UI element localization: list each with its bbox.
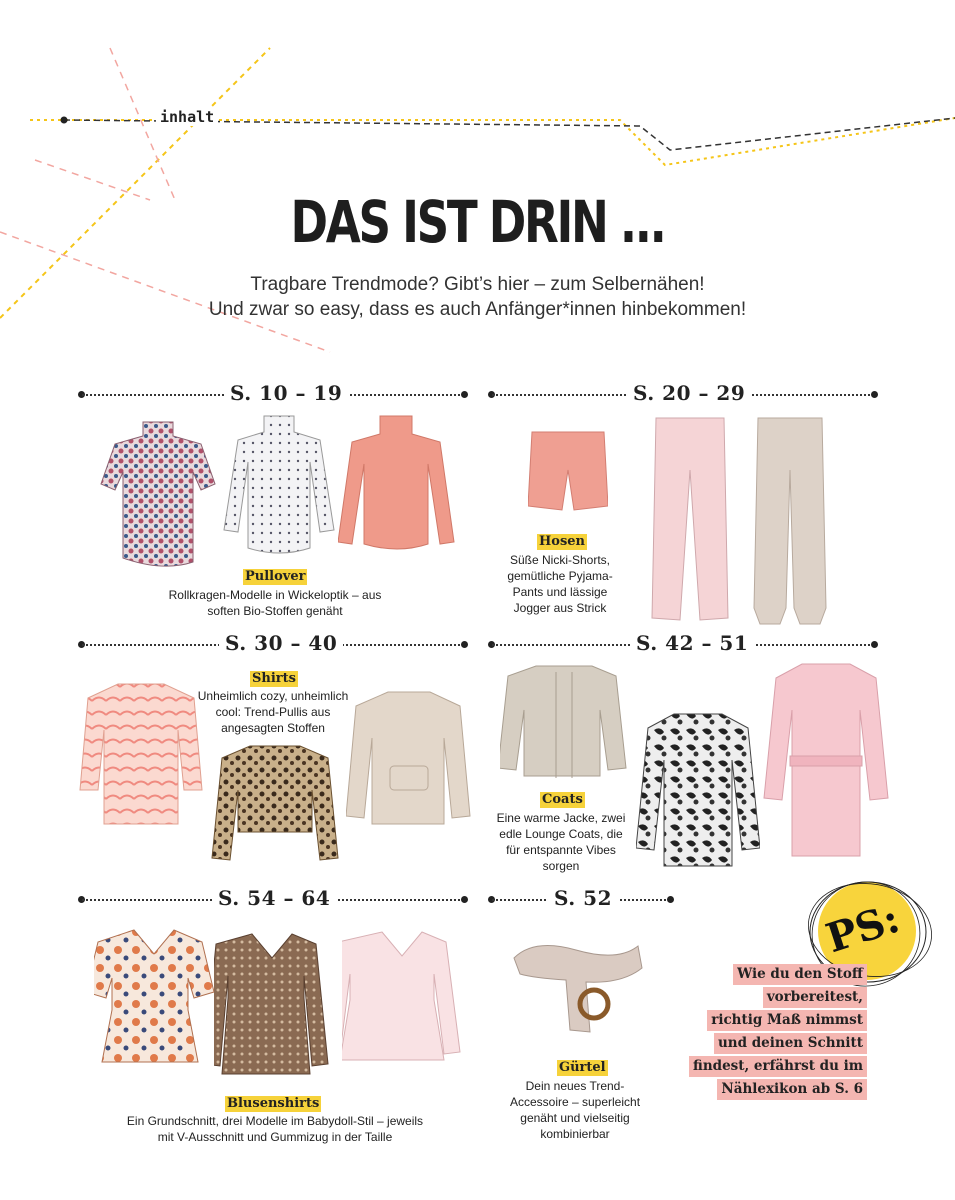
knit-jogger-image [750,414,830,628]
rose-blouse-image [342,928,462,1070]
brown-dot-blouse-image [214,930,330,1076]
intro-text [0,272,955,322]
nicki-shorts-image [528,428,608,514]
page-range-label: S. 20 – 29 [627,381,751,405]
wrap-turtleneck-print-image [98,418,218,568]
page-title: DAS IST DRIN ... [290,188,665,256]
teddy-pulli-image [346,688,472,830]
category-description: Rollkragen-Modelle in Wickeloptik – aus soften Bio-Stoffen genäht [168,588,382,618]
ps-line: Nählexikon ab S. 6 [717,1079,867,1100]
animal-print-coat-image [636,710,760,868]
category-label-hosen: Hosen [539,534,585,549]
ps-line: Wie du den Stoff [733,964,867,985]
page-range-label: S. 52 [548,886,618,910]
category-label-shirts: Shirts [252,671,296,686]
ps-label: PS: [820,894,906,963]
category-label-guertel: Gürtel [559,1060,606,1075]
category-label-coats: Coats [542,792,583,807]
category-label-blusenshirts: Blusenshirts [227,1096,320,1111]
pink-pattern-pulli-image [78,680,204,830]
belt-image [508,938,648,1046]
wrap-turtleneck-white-image [222,412,337,562]
category-description: Eine warme Jacke, zwei edle Lounge Coats, die für entspannte Vibes sorgen [496,811,626,873]
leopard-pulli-image [210,742,340,872]
category-description: Süße Nicki-Shorts, gemütliche Pyjama- Pants und lässige Jogger aus Strick [507,553,613,615]
page-range-label: S. 30 – 40 [219,631,343,655]
ps-text [689,964,867,1102]
ps-line: und deinen Schnitt [714,1033,867,1054]
intro-line-2: Und zwar so easy, dass es auch Anfänger*innen hinbekommen! [208,299,747,320]
teddy-jacket-image [500,662,628,780]
pink-lounge-coat-image [762,660,890,860]
wrap-turtleneck-coral-image [338,412,456,562]
page-range-label: S. 42 – 51 [630,631,754,655]
category-description: Dein neues Trend- Accessoire – superleicht genäht und vielseitig kombinierbar [509,1079,641,1141]
pyjama-pants-image [650,414,730,624]
category-description: Ein Grundschnitt, drei Modelle im Babydoll-Stil – jeweils mit V-Ausschnitt und Gummizug in der Taille [126,1114,424,1144]
category-description: Unheimlich cozy, unheimlich cool: Trend-Pullis aus angesagten Stoffen [197,689,349,735]
floral-blouse-image [94,926,216,1066]
category-label-pullover: Pullover [245,569,306,584]
intro-line-1: Tragbare Trendmode? Gibt’s hier – zum Selbernähen! [250,274,705,295]
section-label: inhalt [156,108,218,126]
ps-line: richtig Maß nimmst [707,1010,867,1031]
page-range-label: S. 54 – 64 [212,886,336,910]
ps-line: vorbereitest, [763,987,867,1008]
ps-line: findest, erfährst du im [689,1056,867,1077]
page-range-label: S. 10 – 19 [224,381,348,405]
